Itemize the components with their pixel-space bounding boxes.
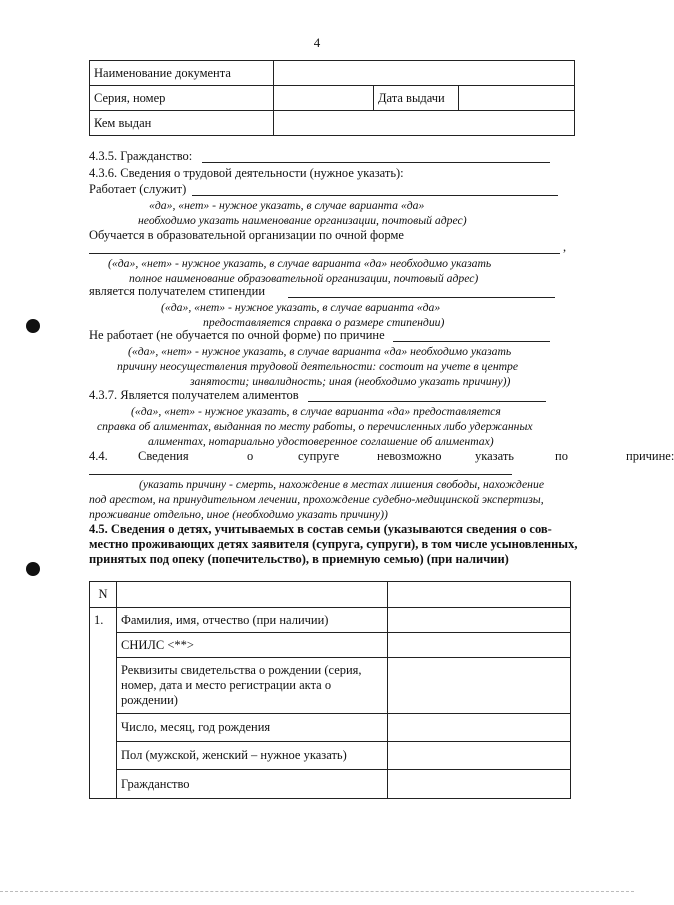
- child-citizenship-label: Гражданство: [117, 770, 388, 799]
- works-hint-line1: «да», «нет» - нужное указать, в случае варианта «да»: [149, 199, 425, 212]
- works-field[interactable]: [192, 195, 558, 196]
- spouse-hint-line3: проживание отдельно, иное (необходимо указать причину)): [89, 508, 388, 521]
- header-blank-1: [117, 582, 388, 608]
- child-birth-date-label: Число, месяц, год рождения: [117, 714, 388, 742]
- identity-document-table: [89, 60, 575, 136]
- stipend-hint-line2: предоставляется справка о размере стипендии): [203, 316, 445, 329]
- children-section-title-line2: местно проживающих детях заявителя (супруга, супруги), в том числе усыновленных,: [89, 537, 578, 551]
- issue-date-label: Дата выдачи: [374, 86, 459, 111]
- child-fio-label: Фамилия, имя, отчество (при наличии): [117, 608, 388, 633]
- stipend-label: является получателем стипендии: [89, 284, 266, 298]
- document-name-label: Наименование документа: [90, 61, 274, 86]
- page-number: 4: [313, 35, 321, 50]
- spouse-hint-line1: (указать причину - смерть, нахождение в местах лишения свободы, нахождение: [139, 478, 545, 491]
- child-fio-field[interactable]: [388, 608, 571, 633]
- spouse-reason-field[interactable]: [89, 474, 512, 475]
- child-birth-date-field[interactable]: [388, 714, 571, 742]
- number-column-header: N: [90, 582, 117, 608]
- study-hint-line2: полное наименование образовательной организации, почтовый адрес): [129, 272, 479, 285]
- citizenship-label: 4.3.5. Гражданство:: [89, 149, 193, 163]
- children-section-title-line1: 4.5. Сведения о детях, учитываемых в состав семьи (указываются сведения о сов-: [89, 522, 552, 536]
- works-label: Работает (служит): [89, 182, 187, 196]
- children-section-title-line3: принятых под опеку (попечительство), в приемную семью) (при наличии): [89, 552, 509, 566]
- child-row-number: 1.: [90, 608, 117, 799]
- header-blank-2: [388, 582, 571, 608]
- study-comma: ,: [563, 240, 567, 254]
- spouse-hint-line2: под арестом, на принудительном лечении, прохождение судебно-медицинской экспертизы,: [89, 493, 544, 506]
- issued-by-label: Кем выдан: [90, 111, 274, 136]
- child-snils-label: СНИЛС <**>: [117, 633, 388, 658]
- issue-date-field[interactable]: [459, 86, 575, 111]
- scan-bottom-edge: [0, 891, 634, 892]
- series-number-label: Серия, номер: [90, 86, 274, 111]
- study-label: Обучается в образовательной организации по очной форме: [89, 228, 404, 242]
- not-working-label: Не работает (не обучается по очной форме) по причине: [89, 328, 385, 342]
- stipend-hint-line1: («да», «нет» - нужное указать, в случае варианта «да»: [161, 301, 441, 314]
- child-birth-cert-label: Реквизиты свидетельства о рождении (серия, номер, дата и место регистрации акта о рождении): [117, 658, 388, 714]
- alimony-hint-line2: справка об алиментах, выданная по месту работы, о перечисленных либо удержанных: [97, 420, 533, 433]
- not-working-hint-line3: занятости; инвалидность; иная (необходимо указать причину)): [190, 375, 511, 388]
- binder-hole-bottom: [26, 562, 40, 576]
- series-number-field[interactable]: [274, 86, 374, 111]
- works-hint-line2: необходимо указать наименование организации, почтовый адрес): [138, 214, 467, 227]
- not-working-field[interactable]: [393, 341, 550, 342]
- binder-hole-top: [26, 319, 40, 333]
- child-birth-cert-field[interactable]: [388, 658, 571, 714]
- not-working-hint-line2: причину неосуществления трудовой деятельности: состоит на учете в центре: [117, 360, 519, 373]
- child-gender-field[interactable]: [388, 742, 571, 770]
- alimony-label: 4.3.7. Является получателем алиментов: [89, 388, 299, 402]
- not-working-hint-line1: («да», «нет» - нужное указать, в случае варианта «да» необходимо указать: [128, 345, 512, 358]
- issued-by-field[interactable]: [274, 111, 575, 136]
- employment-section-title: 4.3.6. Сведения о трудовой деятельности (нужное указать):: [89, 166, 404, 180]
- child-gender-label: Пол (мужской, женский – нужное указать): [117, 742, 388, 770]
- document-name-field[interactable]: [274, 61, 575, 86]
- citizenship-field[interactable]: [202, 162, 550, 163]
- stipend-field[interactable]: [288, 297, 555, 298]
- alimony-hint-line3: алиментах, нотариально удостоверенное соглашение об алиментах): [148, 435, 494, 448]
- alimony-field[interactable]: [308, 401, 546, 402]
- child-snils-field[interactable]: [388, 633, 571, 658]
- alimony-hint-line1: («да», «нет» - нужное указать, в случае варианта «да» предоставляется: [131, 405, 501, 418]
- study-hint-line1: («да», «нет» - нужное указать, в случае варианта «да» необходимо указать: [108, 257, 492, 270]
- child-citizenship-field[interactable]: [388, 770, 571, 799]
- study-field[interactable]: [89, 253, 560, 254]
- children-table: [89, 581, 571, 799]
